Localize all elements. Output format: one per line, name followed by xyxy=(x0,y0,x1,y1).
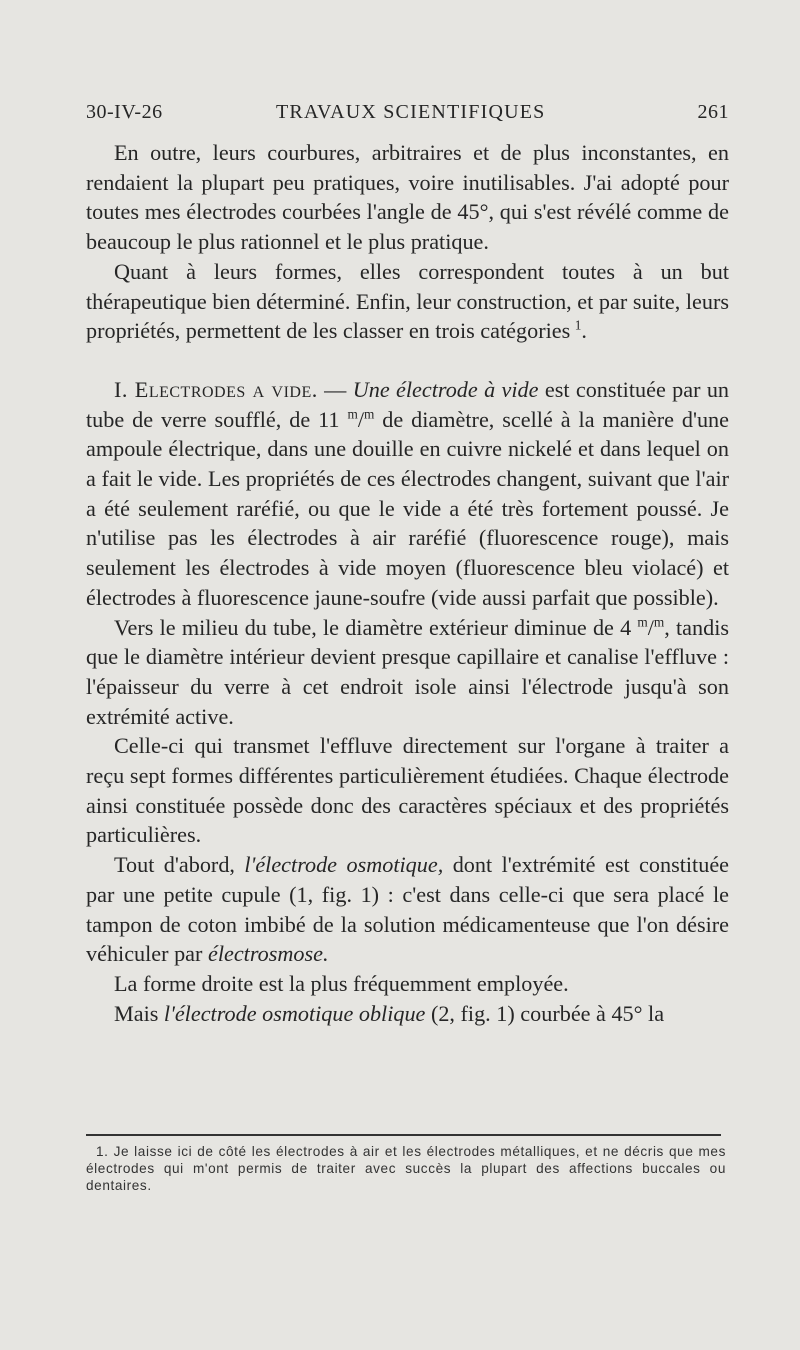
page-number: 261 xyxy=(697,101,729,123)
paragraph-4: Vers le milieu du tube, le diamètre extérieur diminue de 4 $^m$/$^m$, tandis que le diamètre intérieur devient presque capillaire et canalise l'effluve : l'épaisseur du verre à cet endroit isole ainsi l'électrode jusqu'à son extrémité active. xyxy=(86,614,730,729)
paragraph-6: Tout d'abord, l'électrode osmotique, dont l'extrémité est constituée par une petite cupule (1, fig. 1) : c'est dans celle-ci que sera placé le tampon de coton imbibé de la solution médicamenteuse que l'on désire véhiculer par électrosmose. xyxy=(86,852,730,967)
paragraph-electrodes-a-vide: I. Electrodes a vide. — Une électrode à vide est constituée par un tube de verre soufflé, de 11 $^m$/$^m$ de diamètre, scellé à la manière d'une ampoule électrique, dans une douille en cuivre nickelé et dans lequel on a fait le vide. Les propriétés de ces électrodes changent, suivant que l'air a été seulement raréfié, ou que le vide a été très fortement poussé. Je n'utilise pas les électrodes à air raréfié (fluorescence rouge), mais seulement les électrodes à vide moyen (fluorescence bleu violacé) et électrodes à fluorescence jaune-soufre (vide aussi parfait que possible). xyxy=(86,376,730,610)
body-text xyxy=(86,138,729,1028)
paragraph-8: Mais l'électrode osmotique oblique (2, fig. 1) courbée à 45° la xyxy=(114,1000,665,1026)
paragraph-1: En outre, leurs courbures, arbitraires et de plus inconstantes, en rendaient la plupart peu pratiques, voire inutilisables. J'ai adopté pour toutes mes électrodes courbées l'angle de 45°, qui s'est révélé comme de beaucoup le plus rationnel et le plus pratique. xyxy=(86,140,729,255)
paragraph-2: Quant à leurs formes, elles correspondent toutes à un but thérapeutique bien déterminé. Enfin, leur construction, et par suite, leurs propriétés, permettent de les classer en trois catégories $^1$. xyxy=(86,258,729,344)
footnote-rule xyxy=(86,1134,721,1136)
paragraph-5: Celle-ci qui transmet l'effluve directement sur l'organe à traiter a reçu sept formes différentes particulièrement étudiées. Chaque électrode ainsi constituée possède donc des caractères spéciaux et des propriétés particulières. xyxy=(86,733,729,848)
footnote xyxy=(86,1143,726,1194)
header-date: 30-IV-26 xyxy=(86,101,163,123)
footnote-number: 1. xyxy=(96,1144,109,1159)
header-title: TRAVAUX SCIENTIFIQUES xyxy=(276,101,546,123)
footnote-text: Je laisse ici de côté les électrodes à air et les électrodes métalliques, et ne décris que mes électrodes qui m'ont permis de traiter avec succès la plupart des affections buccales ou dentaires. xyxy=(86,1144,726,1193)
footnote-marker[interactable]: 1 xyxy=(574,317,582,333)
section-heading: I. Electrodes a vide. xyxy=(114,376,318,402)
paragraph-7: La forme droite est la plus fréquemment employée. xyxy=(114,970,569,996)
running-header xyxy=(86,101,729,131)
